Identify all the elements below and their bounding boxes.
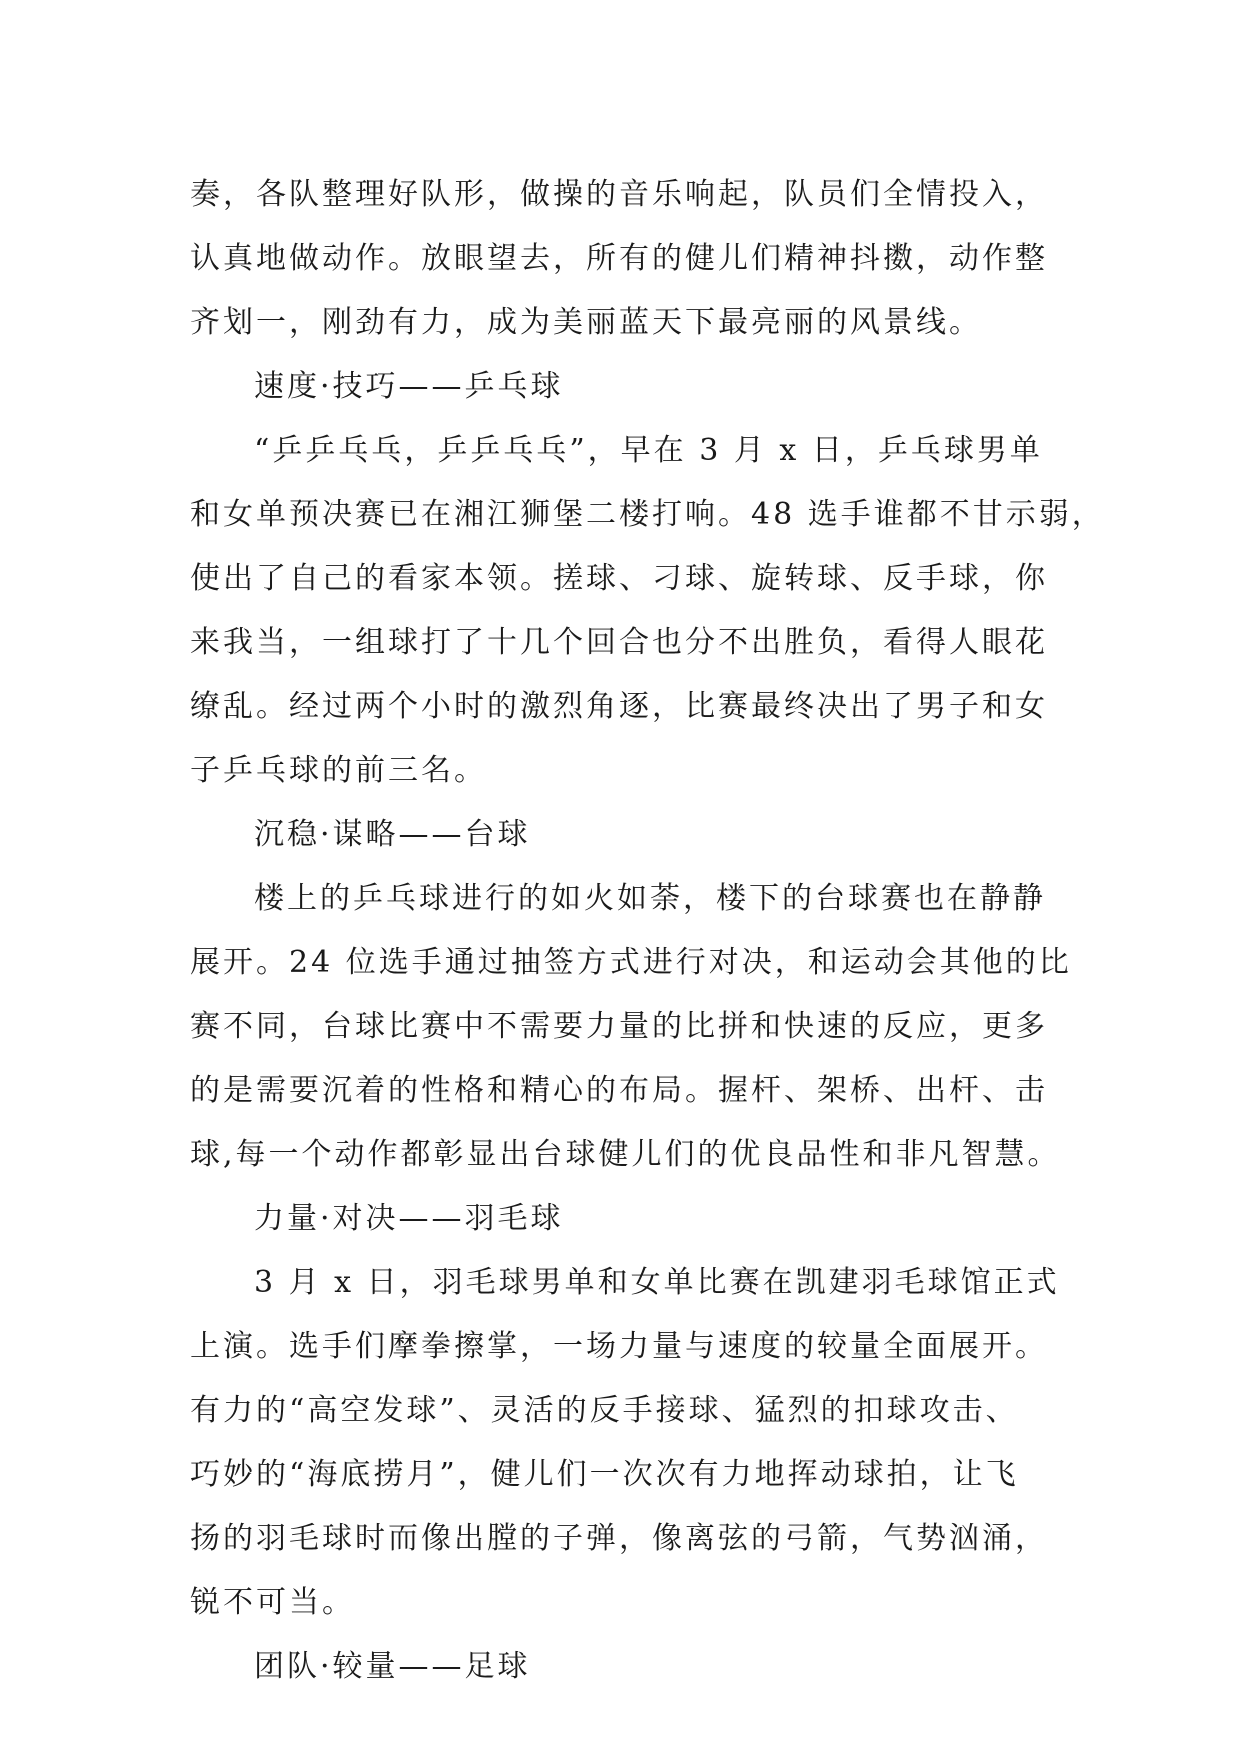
article-body [190,163,1105,1699]
body-line: 的是需要沉着的性格和精心的布局。握杆、架桥、出杆、击 [190,1073,1048,1108]
body-line: 使出了自己的看家本领。搓球、刁球、旋转球、反手球，你 [190,561,1048,596]
body-line: 巧妙的“海底捞月”，健儿们一次次有力地挥动球拍，让飞 [190,1457,1019,1492]
body-line: 认真地做动作。放眼望去，所有的健儿们精神抖擞，动作整 [190,241,1048,276]
body-line: 有力的“高空发球”、灵活的反手接球、猛烈的扣球攻击、 [190,1393,1019,1428]
body-line: 和女单预决赛已在湘江狮堡二楼打响。48 选手谁都不甘示弱， [190,497,1105,532]
paragraph-start-line: “乒乒乓乓，乒乒乓乓”，早在 3 月 x 日，乒乓球男单 [254,433,1043,468]
paragraph-start-line: 楼上的乒乓球进行的如火如荼，楼下的台球赛也在静静 [254,881,1046,916]
body-line: 赛不同，台球比赛中不需要力量的比拼和快速的反应，更多 [190,1009,1048,1044]
body-line: 展开。24 位选手通过抽签方式进行对决，和运动会其他的比 [190,945,1072,980]
body-line: 齐划一，刚劲有力，成为美丽蓝天下最亮丽的风景线。 [190,305,982,340]
paragraph-start-line: 3 月 x 日，羽毛球男单和女单比赛在凯建羽毛球馆正式 [254,1265,1060,1300]
body-line: 子乒乓球的前三名。 [190,753,487,788]
section-heading-badminton: 力量·对决——羽毛球 [254,1201,564,1236]
body-line: 缭乱。经过两个小时的激烈角逐，比赛最终决出了男子和女 [190,689,1048,724]
section-heading-table-tennis: 速度·技巧——乒乓球 [254,369,564,404]
body-line: 球,每一个动作都彰显出台球健儿们的优良品性和非凡智慧。 [190,1137,1061,1172]
body-line: 锐不可当。 [190,1585,355,1620]
body-line: 来我当，一组球打了十几个回合也分不出胜负，看得人眼花 [190,625,1048,660]
body-line: 上演。选手们摩拳擦掌，一场力量与速度的较量全面展开。 [190,1329,1048,1364]
section-heading-billiards: 沉稳·谋略——台球 [254,817,531,852]
section-heading-football: 团队·较量——足球 [254,1649,531,1684]
body-line: 扬的羽毛球时而像出膛的子弹，像离弦的弓箭，气势汹涌， [190,1521,1048,1556]
body-line: 奏，各队整理好队形，做操的音乐响起，队员们全情投入， [190,177,1048,212]
